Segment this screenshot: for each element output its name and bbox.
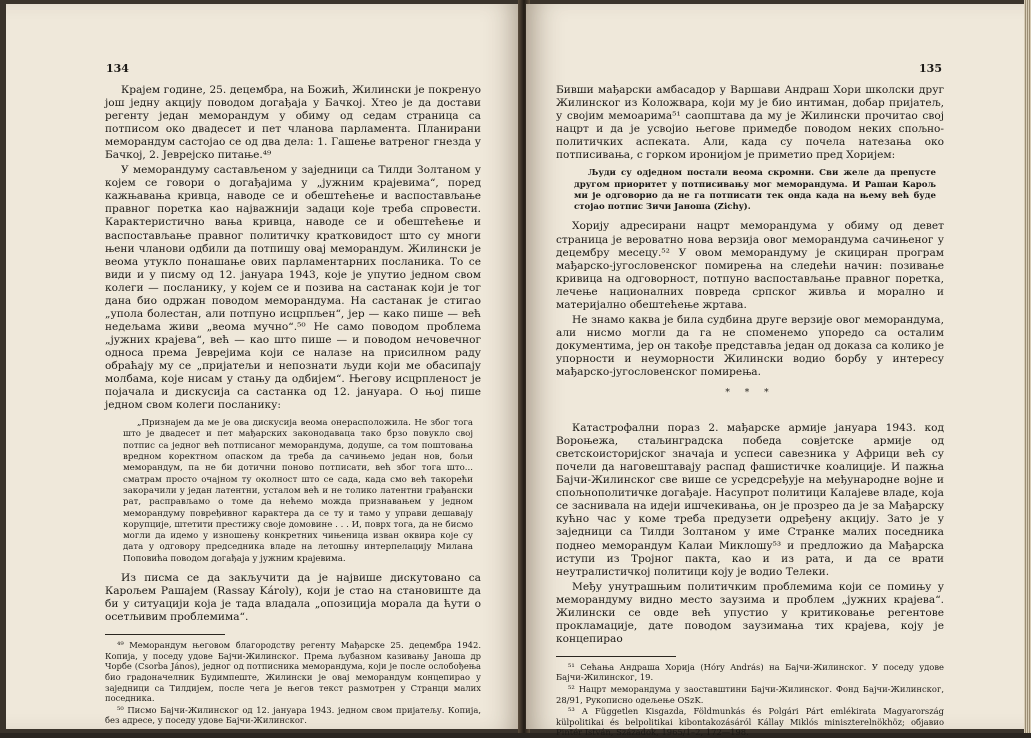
right-paragraph-2: Хорију адресирани нацрт меморандума у обиму од девет страница је вероватно нова верзија овог меморандума сачињеног у децембру месецу.⁵² У овом меморандуму је скициран програм мађарско-југословенског помирења на следећи начин: позивање кривица на одговорност, потпуно васпостављање правног поретка, лечење националних повреда српског живља и морално и материјално обештећење жртава. [556, 220, 944, 311]
left-paragraph-2: У меморандуму састављеном у заједници са Тилди Золтаном у којем се говори о догађајима у „јужним крајевима“, поред кажњавања кривца, наводе се и обештећење и васпостављање правног поретка као најважнији задаци које треба спровести. Карактеристично вања кривца, наводе се и обештећење и васпостављање правног политичку кратковидост што су многи њени чланови одбили да потпишу овај меморандум. Жилински је веома утукло понашање ових парламентарних посланика. То се види и у писму од 12. јануара 1943, које је упутио једном свом колеги — посланику, у којем се и позива на састанак који је тог дана био одржан поводом меморандума. На састанак је стигао „упола болестан, али потпуно исцрпљен“, јер — како пише — већ недељама живи „веома мучно“.⁵⁰ Не само поводом проблема „јужних крајева“, већ — као што пише — и поводом нечовечног односа према Јеврејима који се налазе на присилном раду обраћају му се „пријатељи и непознати људи који ме обасипају молбама, које нисам у стању да одбијем“. Његову исцрпленост је појачала и дискусија са састанка од 12. јануара. О њој пише једном свом колеги посланику: [105, 164, 481, 412]
footnote-52: ⁵² Нацрт меморандума у заоставштини Бајчи-Жилинског. Фонд Бајчи-Жилинског, 28/91, Рукописно одељење OSzK. [556, 684, 944, 705]
right-quote-text: Људи су одједном постали веома скромни. Сви желе да препусте другом приоритет у потписивању мог меморандума. И Рашаи Карољ ми је одговорио да не га потписати тек онда када на њему већ буде стојао потпис Зичи Јаноша (Zichy). [574, 168, 936, 213]
page-number-right: 135 [919, 62, 942, 75]
page-edges [1024, 0, 1031, 733]
left-text-column [105, 84, 481, 726]
left-block-quote [123, 418, 473, 565]
right-paragraph-1: Бивши мађарски амбасадор у Варшави Андраш Хори школски друг Жилинског из Коложвара, који му је био интиман, добар пријатељ, у својим мемоарима⁵¹ саопштава да му је Жилински прочитао свој нацрт и да је усвојио његове примедбе поводом неких спољно-политичких аспеката. Али, када су почела натезања око потписивања, с горком иронијом је приметио пред Хоријем: [556, 84, 944, 162]
footnote-51: ⁵¹ Сећања Андраша Хорија (Hóry András) на Бајчи-Жилинског. У поседу удове Бајчи-Жилинског, 19. [556, 661, 944, 683]
left-paragraph-3: Из писма се да закључити да је највише дискутовано са Карољем Рашајем (Rassay Károly), који је стао на становиште да би у ситуацији која је тада владала „опозиција морала да ћути о осетљивим проблемима“. [105, 572, 481, 624]
left-page [6, 4, 522, 729]
footnote-50: ⁵⁰ Писмо Бајчи-Жилинског од 12. јануара 1943. једном свом пријатељу. Копија, без адресе, у поседу удове Бајчи-Жилинског. [105, 704, 481, 726]
footnote-49: ⁴⁹ Меморандум његовом благородству регенту Мађарске 25. децембра 1942. Копија, у поседу удове Бајчи-Жилинског. Према љубазном казивању Јаноша др Чорбе (Csorba János), једног од потписника меморандума, који је после ослобођења био градоначелник Будимпеште, Жилински је овај меморандум концепирао у заједници са Тилдијем, после чега је његов текст размотрен у Странци малих поседника. [105, 640, 481, 704]
right-paragraph-3: Не знамо каква је била судбина друге верзије овог меморандума, али нисмо могли да га не споменемо упоредо са осталим документима, јер он такође представља један од доказа са колико је упорности и неуморности Жилински водио борбу у интересу мађарско-југословенског помирења. [556, 313, 944, 378]
section-separator: * * * [725, 388, 775, 399]
right-paragraph-5: Међу унутрашњим политичким проблемима који се помињу у меморандуму видно место заузима и проблем „јужних крајева“. Жилински се овде већ упустио у критиковање регентове прокламације, дате поводом заузимања тих крајева, коју је концепирао [556, 580, 944, 645]
right-page [526, 4, 1026, 738]
right-paragraph-4: Катастрофални пораз 2. мађарске армије јануара 1943. код Вороњежа, стаљинградска победа совјетске армије од светскоисторијског значаја и успеси савезника у Африци већ су почели да наговештавају распад фашистичке коалиције. И пажња Бајчи-Жилинског све више се усредсређује на међународне војне и спољнополитичке догађаје. Насупрот политици Калајеве владе, која се заснивала на идеји ишчекивања, он је прозрео да је за Мађарску кућно час у коме треба предузети одређену акцију. Зато је у заједници са Тилди Золтаном у име Странке малих поседника поднео меморандум Калаи Миклошу⁵³ и предложио да Мађарска иступи из Тројног пакта, као и из рата, и да се врати неутралистичкој политици коју је водио Телеки. [556, 422, 944, 578]
left-quote-text: „Признајем да ме је ова дискусија веома онерасположила. Не због тога што је двадесет и пет мађарских законодаваца тако брзо повукло свој потпис са једног већ потписаног меморандума, додуше, са том поштовања вредном коректном опаском да треба да сачињемо један нов, бољи меморандум, па не би дотични поново потписати, већ због тога што... сматрам просто очајном ту околност што се сада, када смо већ такорећи закорачили у један латентни, усталом већ и не толико латентни грађански рат, расправљамо о томе да нећемо можда признавањем у једном меморандуму повређивног карактера да се ту и тамо у управи дешавају корупције, штетити престижу своје домовине . . . И, поврх тога, да не бисмо могли да идемо у изношењу конкретних чињеница изван оквира које су дата у одговору председника владе на летошњу интерпелацију Милана Поповића поводом догађаја у јужним крајевима. [123, 418, 473, 564]
right-block-quote [574, 168, 936, 213]
left-footnotes [105, 640, 481, 726]
footnote-rule-left [105, 634, 225, 635]
page-number-left: 134 [106, 62, 129, 75]
right-text-column [556, 84, 944, 738]
footnote-rule-right [556, 656, 676, 657]
footnote-53: ⁵³ A Független Kisgazda, Földmunkás és Polgári Párt emlékirata Magyarország külpolitikai és belpolitikai kibontakozásáról Kállay Miklós miniszterelnökhöz; објавио Pintér István, Századok, 1965/1–2, 172—198. [556, 706, 944, 738]
right-footnotes [556, 662, 944, 738]
left-paragraph-1: Крајем године, 25. децембра, на Божић, Жилински је покренуо још једну акцију поводом догађаја у Бачкој. Хтео је да достави регенту један меморандум у обиму од седам страница са потписом око двадесет и пет чланова парламента. Планирани меморандум састојао се од два дела: 1. Гашење ватреног гнезда у Бачкој, 2. Јеврејско питање.⁴⁹ [105, 84, 481, 162]
